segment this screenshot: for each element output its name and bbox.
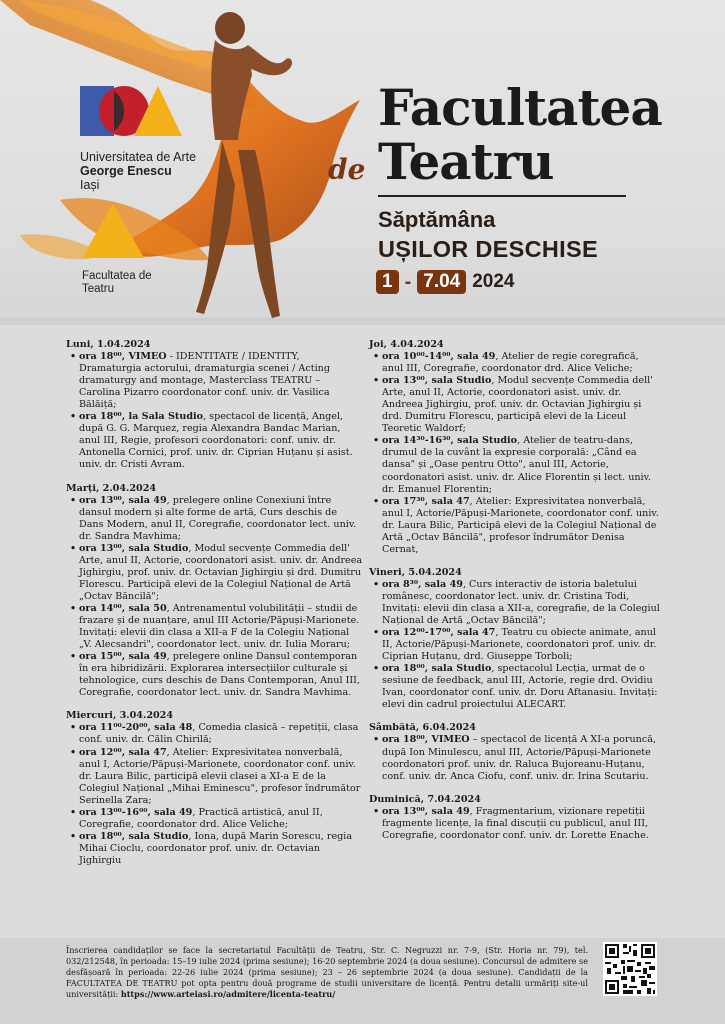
university-logo: [80, 86, 182, 136]
event-details: , Fragmentarium, vizionare repetiții fragmente licențe, la final discuții cu publicul, anul III, Coregrafie, coordonator conf. univ. dr. Lorette Enache.: [382, 805, 649, 841]
event-time: ora 17³⁰, sala 47: [382, 495, 470, 507]
event-item: [79, 495, 364, 543]
date-start-badge: 1: [376, 270, 399, 294]
event-details: , Atelier de teatru-dans, drumul de la cuvânt la expresie corporală: „Când ea dansa" și „Oase pentru Otto", anul III, Actorie, coordonatori asist. univ. dr. Alice Florentin și lect. univ. dr. Emanuel Florentin;: [382, 435, 651, 495]
event-time: ora 14⁰⁰, sala 50: [79, 602, 167, 614]
event-item: [382, 579, 661, 627]
title-de: de: [328, 153, 366, 186]
event-item: [382, 375, 661, 435]
event-item: [382, 627, 661, 663]
event-time: ora 13⁰⁰, sala Studio: [382, 375, 492, 387]
event-details: , Antrenamentul volubilității – studii de frazare și de nuanțare, anul III Actorie/Păpuși-Marionete. Invitați: elevii din clasa a XII-a F de la Colegiu Național „V. Alecsandri", coordonator lect. univ. dr. Iulia Moraru;: [79, 602, 360, 651]
day-title: Joi, 4.04.2024: [369, 339, 444, 350]
event-details: , Iona, după Marin Sorescu, regia Mihai Cioclu, coordonator prof. univ. dr. Octavian Jighirgiu: [79, 830, 353, 866]
event-time: ora 8³⁰, sala 49: [382, 578, 463, 590]
event-time: ora 18⁰⁰, sala Studio: [382, 663, 492, 675]
event-list: [369, 579, 661, 712]
faculty-line1: Facultatea de: [82, 270, 152, 282]
admission-link[interactable]: https://www.arteiasi.ro/admitere/licenta-teatru/: [120, 988, 336, 999]
event-time: ora 18⁰⁰, VIMEO: [79, 351, 167, 363]
event-time: ora 13⁰⁰, sala 49: [79, 494, 167, 506]
event-item: [79, 722, 364, 746]
event-time: ora 13⁰⁰, sala Studio: [79, 542, 189, 554]
event-list: [66, 722, 364, 867]
day-block: [369, 339, 661, 556]
event-details: , Curs interactiv de istoria baletului românesc, coordonator lect. univ. dr. Cristina Todi, Invitați: elevii din clasa a XII-a, coregrafie, de la Colegiul Național de Artă „Octav Băncilă";: [382, 578, 660, 627]
qr-code[interactable]: [603, 942, 657, 996]
event-item: [79, 747, 364, 807]
event-item: [382, 734, 661, 782]
title-divider: [378, 195, 626, 197]
day-title: Marți, 2.04.2024: [66, 482, 157, 494]
date-end-badge: 7.04: [417, 270, 466, 294]
day-title: Duminică, 7.04.2024: [369, 793, 481, 805]
week-label: Săptămâna: [378, 207, 496, 232]
event-time: ora 12⁰⁰-17⁰⁰, sala 47: [382, 627, 496, 639]
event-list: [66, 495, 364, 700]
event-item: [382, 806, 661, 842]
faculty-logo-triangle: [82, 204, 144, 258]
day-title: Sâmbătă, 6.04.2024: [369, 722, 476, 734]
title-facultatea: Facultatea: [378, 78, 662, 137]
admission-info: [66, 945, 588, 1000]
event-item: [79, 651, 364, 699]
admission-text: Înscrierea candidaților se face la secretariatul Facultății de Teatru, Str. C. Negruzzi nr. 7-9, (Str. Horia nr. 79), tel. 032/212548, în perioada: 15–19 iulie 2024 (prima sesiune); 16-20 septembrie 2024 (a doua sesiune). Concursul de admitere se desfășoară în perioada: 22-26 iulie 2024 (prima sesiune); 23 – 26 septembrie 2024 (a doua sesiune). Candidații de la FACULTATEA DE TEATRU pot opta pentru două programe de studii universitare de licență. Pentru detalii urmăriți site-ul universității:: [66, 945, 588, 999]
schedule-right-column: [369, 339, 661, 853]
day-title: Miercuri, 3.04.2024: [66, 710, 174, 722]
event-item: [382, 663, 661, 711]
university-line2: George Enescu: [80, 164, 172, 178]
day-block: [369, 722, 661, 782]
event-item: [382, 496, 661, 556]
title-teatru: Teatru: [378, 132, 554, 191]
hero-bottom-shadow: [0, 318, 725, 325]
faculty-name: [82, 270, 152, 296]
faculty-line2: Teatru: [82, 283, 114, 295]
event-time: ora 10⁰⁰-14⁰⁰, sala 49: [382, 351, 496, 363]
event-time: ora 11⁰⁰-20⁰⁰, sala 48: [79, 722, 193, 734]
event-details: - IDENTITATE / IDENTITY, Dramaturgia actorului, dramaturgia scenei / Acting dramaturgy and montage, Masterclass TEATRU – Carolina Pizarro coordonator conf. univ. dr. Vasilica Bălăiță;: [79, 351, 330, 411]
event-time: ora 18⁰⁰, VIMEO: [382, 734, 470, 746]
event-time: ora 14³⁰-16³⁰, sala Studio: [382, 435, 518, 447]
event-dates: [376, 270, 515, 294]
day-title: Vineri, 5.04.2024: [369, 566, 462, 578]
event-item: [382, 435, 661, 495]
event-time: ora 15⁰⁰, sala 49: [79, 651, 167, 663]
event-details: , Teatru cu obiecte animate, anul II, Actorie/Păpuși-Marionete, coordonatori prof. univ. dr. Ciprian Huțanu, drd. Giuseppe Torboli;: [382, 627, 657, 663]
event-item: [79, 351, 364, 411]
event-details: , Atelier: Expresivitatea nonverbală, anul I, Actorie/Păpuși-Marionete, coordonator conf. univ. dr. Laura Bilic, Participă elevi de la Colegiul Național de Artă „Octav Băncilă", profesor îndrumător Denisa Cernat,: [382, 495, 659, 555]
university-line3: Iași: [80, 178, 100, 192]
event-details: , prelegere online Conexiuni între dansul modern și alte forme de artă, Curs deschis de Dans Modern, anul II, Coregrafie, coordonator lect. univ. dr. Sandra Mavhima;: [79, 494, 357, 542]
event-details: , Comedia clasică – repetiții, clasa conf. univ. dr. Călin Chirilă;: [79, 722, 359, 746]
event-time: ora 13⁰⁰-16⁰⁰, sala 49: [79, 806, 193, 818]
event-details: , Atelier de regie coregrafică, anul III, Coregrafie, coordonator drd. Alice Veliche;: [382, 351, 639, 375]
event-name: UȘILOR DESCHISE: [378, 236, 598, 262]
day-block: [369, 794, 661, 842]
event-details: , Modul secvențe Commedia dell' Arte, anul II, Actorie, coordonatori asist. univ. dr. Andreea Jighirgiu, prof. univ. dr. Octavian Jighirgiu și drd. Dumitru Florescu, participă elevi de la Liceul Teoretic Waldorf;: [382, 375, 653, 435]
event-details: , prelegere online Dansul contemporan în era hibridizării. Explorarea intersecțiilor culturale și tehnologice, curs deschis de Dans Contemporan, Anul III, Coregrafie, coordonator lect. univ. dr. Sandra Mavhima.: [79, 651, 360, 699]
event-time: ora 12⁰⁰, sala 47: [79, 746, 167, 758]
event-time: ora 18⁰⁰, la Sala Studio: [79, 411, 204, 423]
university-name: [80, 150, 196, 192]
event-list: [369, 734, 661, 782]
event-item: [79, 807, 364, 831]
event-details: , spectacol de licență, Angel, după G. G. Marquez, regia Alexandra Bandac Marian, anul III, Regie, profesori coordonatori: conf. univ. dr. Antonella Cornici, prof. univ. dr. Ciprian Huțanu și asist. univ. dr. Cristi Avram.: [79, 411, 353, 471]
event-item: [79, 603, 364, 651]
event-list: [369, 351, 661, 556]
event-item: [79, 543, 364, 603]
event-item: [79, 831, 364, 867]
event-details: – spectacol de licență A XI-a poruncă, după Ion Minulescu, anul III, Actorie/Păpuși-Marionete coordonatori prof. univ. dr. Raluca Bujoreanu-Huțanu, conf. univ. dr. Anca Ciofu, conf. univ. dr. Irina Scutariu.: [382, 734, 656, 782]
event-time: ora 13⁰⁰, sala 49: [382, 805, 470, 817]
day-block: [66, 483, 364, 700]
event-details: , Atelier: Expresivitatea nonverbală, anul I, Actorie/Păpuși-Marionete, coordonator conf. univ. dr. Laura Bilic, participă elevii clasei a XI-a E de la Colegiul Național „Mihai Eminescu", profesor îndrumător Serinella Zara;: [79, 746, 361, 806]
day-block: [369, 567, 661, 712]
event-item: [79, 411, 364, 471]
schedule-left-column: [66, 339, 364, 878]
event-year: 2024: [472, 271, 515, 292]
event-time: ora 18⁰⁰, sala Studio: [79, 830, 189, 842]
date-separator: -: [404, 270, 412, 293]
event-list: [369, 806, 661, 842]
university-line1: Universitatea de Arte: [80, 150, 197, 164]
event-details: , Modul secvențe Commedia dell' Arte, anul II, Actorie, coordonatori asist. univ. dr. Andreea Jighirgiu, prof. univ. dr. Octavian Jighirgiu și drd. Dumitru Florescu. Participă elevi de la Colegiul Național de Artă „Octav Băncilă";: [79, 542, 363, 602]
event-item: [382, 351, 661, 375]
day-block: [66, 710, 364, 867]
event-details: , spectacolul Lecția, urmat de o sesiune de feedback, anul III, Actorie, regie drd. Ovidiu Ivan, coordonator conf. univ. dr. Doru Aftanasiu. Invitați: elevi din cadrul proiectului ALECART.: [382, 663, 658, 711]
day-block: [66, 339, 364, 472]
day-title: Luni, 1.04.2024: [66, 339, 151, 350]
event-list: [66, 351, 364, 471]
event-details: , Practică artistică, anul II, Coregrafie, coordonator drd. Alice Veliche;: [79, 806, 323, 830]
